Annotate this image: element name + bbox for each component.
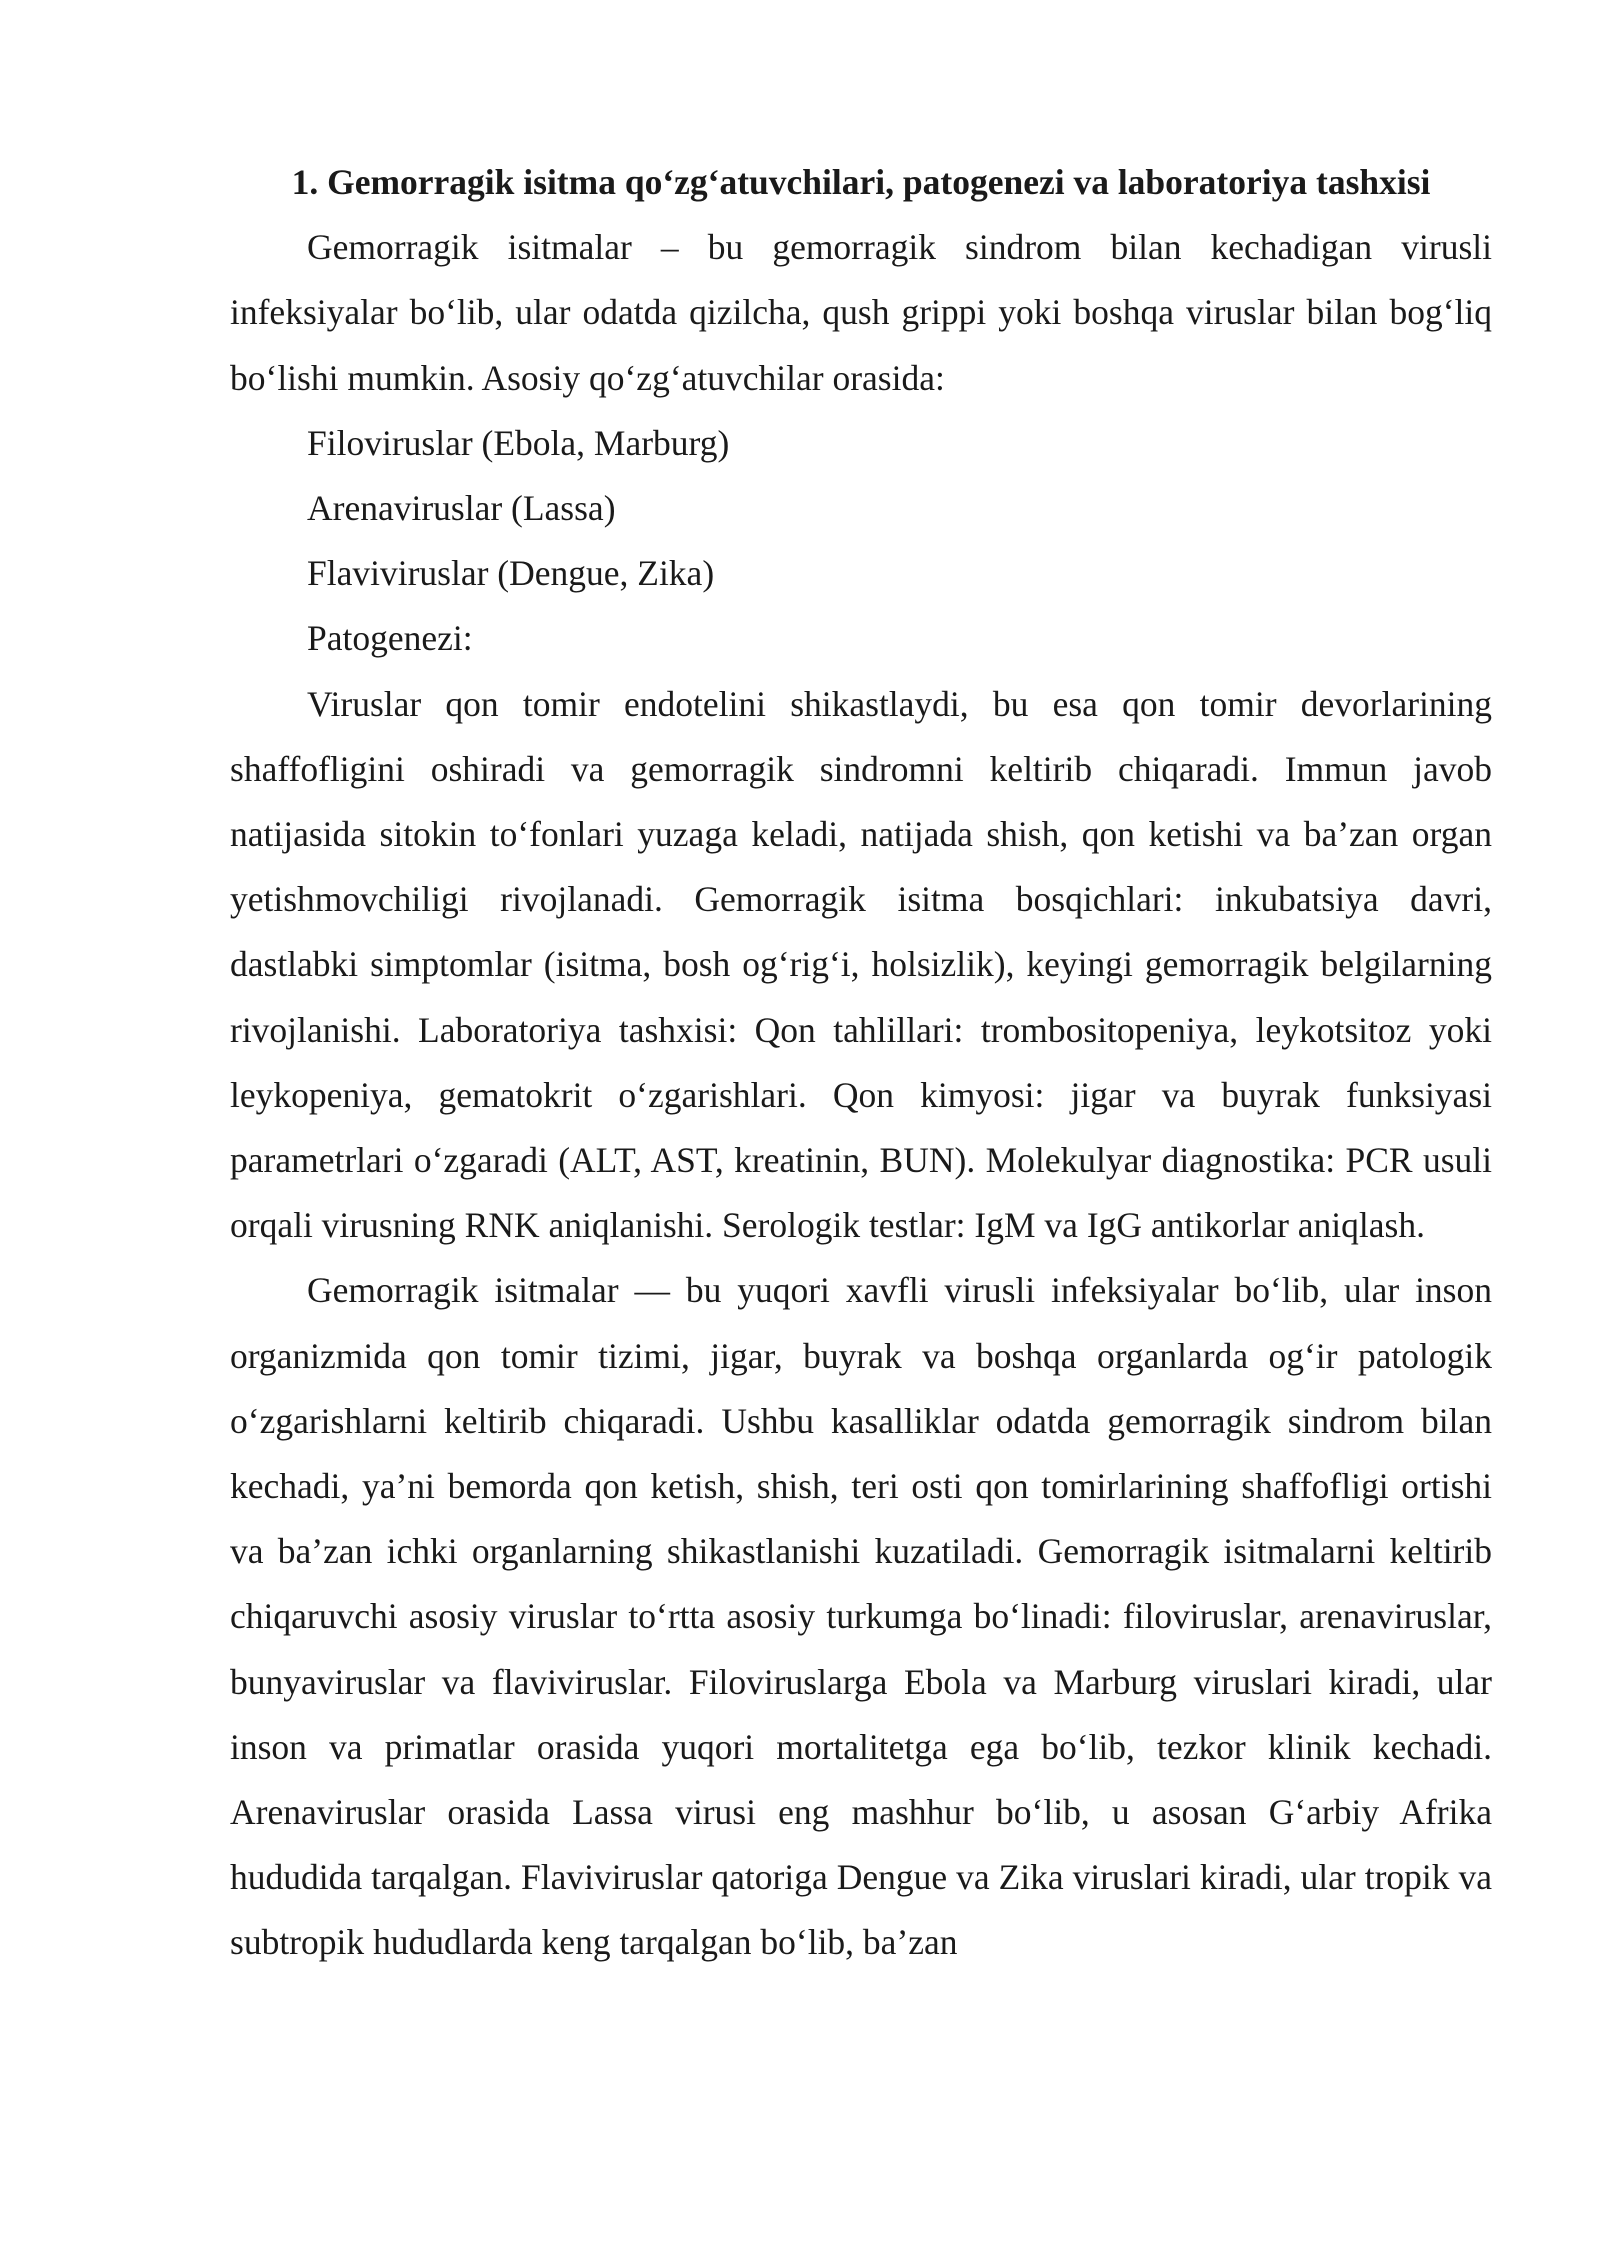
pathogen-item-flaviviruses: Flaviviruslar (Dengue, Zika) [307, 553, 715, 594]
document-body [230, 150, 1492, 1976]
intro-paragraph: Gemorragik isitmalar – bu gemorragik sindrom bilan kechadigan virusli infeksiyalar bo‘lib, ular odatda qizilcha, qush grippi yoki boshqa viruslar bilan bog‘liq bo‘lishi mumkin. Asosiy qo‘zg‘atuvchilar orasida: [230, 227, 1492, 398]
pathogen-item-filoviruses: Filoviruslar (Ebola, Marburg) [307, 422, 730, 463]
overview-paragraph: Gemorragik isitmalar — bu yuqori xavfli virusli infeksiyalar bo‘lib, ular inson organizmida qon tomir tizimi, jigar, buyrak va boshqa organlarda og‘ir patologik o‘zgarishlarni keltirib chiqaradi. Ushbu kasalliklar odatda gemorragik sindrom bilan kechadi, ya’ni bemorda qon ketish, shish, teri osti qon tomirlarining shaffofligi ortishi va ba’zan ichki organlarning shikastlanishi kuzatiladi. Gemorragik isitmalarni keltirib chiqaruvchi asosiy viruslar to‘rtta asosiy turkumga bo‘linadi: filoviruslar, arenaviruslar, bunyaviruslar va flaviviruslar. Filoviruslarga Ebola va Marburg viruslari kiradi, ular inson va primatlar orasida yuqori mortalitetga ega bo‘lib, tezkor klinik kechadi. Arenaviruslar orasida Lassa virusi eng mashhur bo‘lib, u asosan G‘arbiy Afrika hududida tarqalgan. Flaviviruslar qatoriga Dengue va Zika viruslari kiradi, ular tropik va subtropik hududlarda keng tarqalgan bo‘lib, ba’zan [230, 1270, 1492, 1963]
section-heading: 1. Gemorragik isitma qo‘zg‘atuvchilari, patogenezi va laboratoriya tashxisi [291, 162, 1431, 202]
pathogenesis-paragraph: Viruslar qon tomir endotelini shikastlaydi, bu esa qon tomir devorlarining shaffofligini oshiradi va gemorragik sindromni keltirib chiqaradi. Immun javob natijasida sitokin to‘fonlari yuzaga keladi, natijada shish, qon ketishi va ba’zan organ yetishmovchiligi rivojlanadi. Gemorragik isitma bosqichlari: inkubatsiya davri, dastlabki simptomlar (isitma, bosh og‘rig‘i, holsizlik), keyingi gemorragik belgilarning rivojlanishi. Laboratoriya tashxisi: Qon tahlillari: trombositopeniya, leykotsitoz yoki leykopeniya, gematokrit o‘zgarishlari. Qon kimyosi: jigar va buyrak funksiyasi parametrlari o‘zgaradi (ALT, AST, kreatinin, BUN). Molekulyar diagnostika: PCR usuli orqali virusning RNK aniqlanishi. Serologik testlar: IgM va IgG antikorlar aniqlash. [230, 683, 1492, 1246]
pathogenesis-label: Patogenezi: [307, 618, 473, 659]
pathogen-item-arenaviruses: Arenaviruslar (Lassa) [307, 488, 616, 529]
